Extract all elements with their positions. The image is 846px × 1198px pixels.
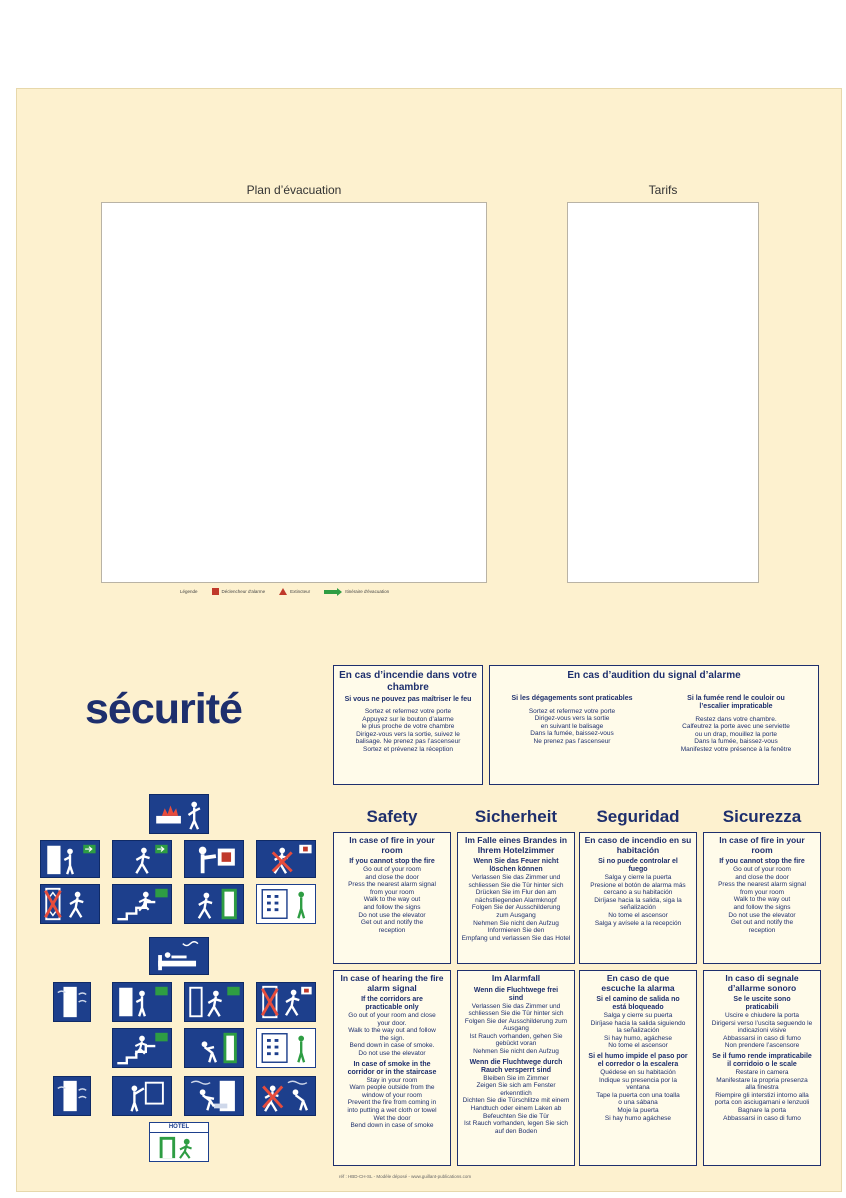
sicurezza-fire-box: In case of fire in your room If you cannot stop the fire Go out of your room and close the door Press the nearest alarm signal from your room Walk to the way out and follow the signs Do not use the elevator Get out and notify the reception: [703, 832, 821, 964]
no-elevator-icon: [40, 884, 100, 924]
alarm-square-icon: [212, 588, 219, 595]
walk-to-exit-icon: [112, 840, 172, 878]
lang-heading-safety: Safety: [366, 807, 418, 826]
legend-item-extinguisher: Extincteur: [279, 588, 310, 595]
legend-item-route: Itinéraire d'évacuation: [324, 589, 389, 594]
reception-exit-icon: [256, 1028, 316, 1068]
seguridad-alarm-box: En caso de que escuche la alarma Si el camino de salida no está bloqueado Salga y cierre su puerta Diríjase hacia la salida siguiendo la señalización Si hay humo, agáchese No tome el ascensor Si el humo impide el paso por el corredor o la escalera Quédese en su habitación Indique su presencia por la ventana Tape la puerta con una toalla o una sábana Moje la puerta Si hay humo agáchese: [579, 970, 697, 1166]
hotel-sign-text: HÔTEL: [150, 1123, 208, 1133]
stairs-down-icon: [112, 1028, 172, 1068]
safety-alarm-box: In case of hearing the fire alarm signal If the corridors are practicable only Go out of your room and close your door. Walk to the way out and follow the sign. Bend down in case of smoke. Do not use the elevator In case of smoke in the corridor or in the staircase Stay in your room Warn people outside from the window of your room Prevent the fire from coming in into putting a wet cloth or towel Wet the door Bend down in case of smoke: [333, 970, 451, 1166]
tarifs-frame: [567, 202, 759, 583]
sicherheit-alarm-box: Im Alarmfall Wenn die Fluchtwege frei sind Verlassen Sie das Zimmer und schliessen Sie die Tür hinter sich Folgen Sie der Ausschilderung zum Ausgang Ist Rauch vorhanden, gehen Sie gebückt voran Nehmen Sie nicht den Aufzug Wenn die Fluchtwege durch Rauch versperrt sind Bleiben Sie im Zimmer Zeigen Sie sich am Fenster erkenntlich Dichten Sie die Türschlitze mit einem Handtuch oder einem Laken ab Befeuchten Sie die Tür Ist Rauch vorhanden, legen Sie sich auf den Boden: [457, 970, 575, 1166]
fr-alarm-title: En cas d’audition du signal d’alarme: [567, 670, 741, 681]
wet-door-icon: [53, 1076, 91, 1116]
legend-label: Légende: [180, 589, 198, 594]
safety-fire-box: In case of fire in your room If you cannot stop the fire Go out of your room and close the door Press the nearest alarm signal from your room Walk to the way out and follow the signs Do not use the elevator Get out and notify the reception: [333, 832, 451, 964]
no-go-out-smoke-icon: [256, 1076, 316, 1116]
evacuation-plan-frame: [101, 202, 487, 583]
stairs-exit-icon: [112, 884, 172, 924]
evacuation-arrow-icon: [324, 590, 338, 594]
fr-alarm-box: [489, 665, 819, 785]
sicurezza-alarm-box: In caso di segnale d’allarme sonoro Se le uscite sono praticabili Uscire e chiudere la porta Dirigersi verso l’uscita seguendo le indicazioni visive Abbassarsi in caso di fumo Non prendere l’ascensore Se il fumo rende impraticabile il corridoio o le scale Restare in camera Manifestare la propria presenza alla finestra Riempire gli interstizi intorno alla porta con asciugamani e lenzuoli Bagnare la porta Abbassarsi in caso di fumo: [703, 970, 821, 1166]
stay-at-window-icon: [112, 1076, 172, 1116]
seguridad-fire-box: En caso de incendio en su habitación Si no puede controlar el fuego Salga y cierre la puerta Presione el botón de alarma más cercano a su habitación Diríjase hacia la salida, siga la señalización No tome el ascensor Salga y avísele a la recepción: [579, 832, 697, 964]
fr-fire-title: En cas d’incendie dans votre chambre: [339, 670, 477, 693]
lang-heading-seguridad: Seguridad: [596, 807, 680, 826]
fr-fire-box: [333, 665, 483, 785]
hotel-exit-sign: [149, 1122, 209, 1162]
lang-heading-sicherheit: Sicherheit: [474, 807, 558, 826]
fr-fire-lines: Sortez et refermez votre porte Appuyez sur le bouton d’alarme le plus proche de votre chambre Dirigez-vous vers la sortie, suivez le balisage. Ne prenez pas l’ascenseur Sortez et prévenez la réception: [355, 708, 461, 753]
notify-reception-icon: [256, 884, 316, 924]
bend-down-smoke-icon: [184, 1028, 244, 1068]
sicherheit-fire-box: Im Falle eines Brandes in Ihrem Hotelzimmer Wenn Sie das Feuer nicht löschen können Verlassen Sie das Zimmer und schliessen Sie die Tür hinter sich Drücken Sie im Flur den am nächstliegenden Alarmknopf Folgen Sie der Ausschilderung zum Ausgang Nehmen Sie nicht den Aufzug Informieren Sie den Empfang und verlassen Sie das Hotel: [457, 832, 575, 964]
fr-alarm-col-practicable: Si les dégagements sont praticables Sortez et refermez votre porte Dirigez-vous vers la sortie en suivant le balisage Dans la fumée, baissez-vous Ne prenez pas l’ascenseur: [511, 694, 633, 745]
legend: [180, 588, 403, 595]
plan-title: Plan d’évacuation: [246, 183, 342, 197]
no-running-fire-icon: [256, 840, 316, 878]
exit-door-icon: [184, 884, 244, 924]
lang-heading-sicurezza: Sicurezza: [722, 807, 802, 826]
footer-reference: réf : HBD-CH-SL - Modèle déposé - www.guillant-publications.com: [339, 1174, 472, 1179]
fr-alarm-col-smoke: Si la fumée rend le couloir ou l’escalier impraticable Restez dans votre chambre. Calfeutrez la porte avec une serviette ou un drap, mouillez la porte Dans la fumée, baissez-vous Manifestez votre présence à la fenêtre: [680, 694, 792, 753]
close-door-icon: [40, 840, 100, 878]
stay-in-bed-icon: [149, 937, 209, 975]
no-elevator-run-icon: [256, 982, 316, 1022]
leave-room-icon: [112, 982, 172, 1022]
legend-item-alarm: Déclencheur d'alarme: [212, 588, 266, 595]
poster-sheet: [16, 88, 842, 1192]
walk-corridor-icon: [184, 982, 244, 1022]
press-alarm-icon: [184, 840, 244, 878]
extinguisher-triangle-icon: [279, 588, 287, 595]
fr-fire-subtitle: Si vous ne pouvez pas maîtriser le feu: [344, 696, 472, 703]
fire-in-room-icon: [149, 794, 209, 834]
tarifs-title: Tarifs: [648, 183, 678, 197]
smoke-door-icon: [53, 982, 91, 1022]
securite-heading: sécurité: [85, 685, 242, 733]
towel-door-icon: [184, 1076, 244, 1116]
